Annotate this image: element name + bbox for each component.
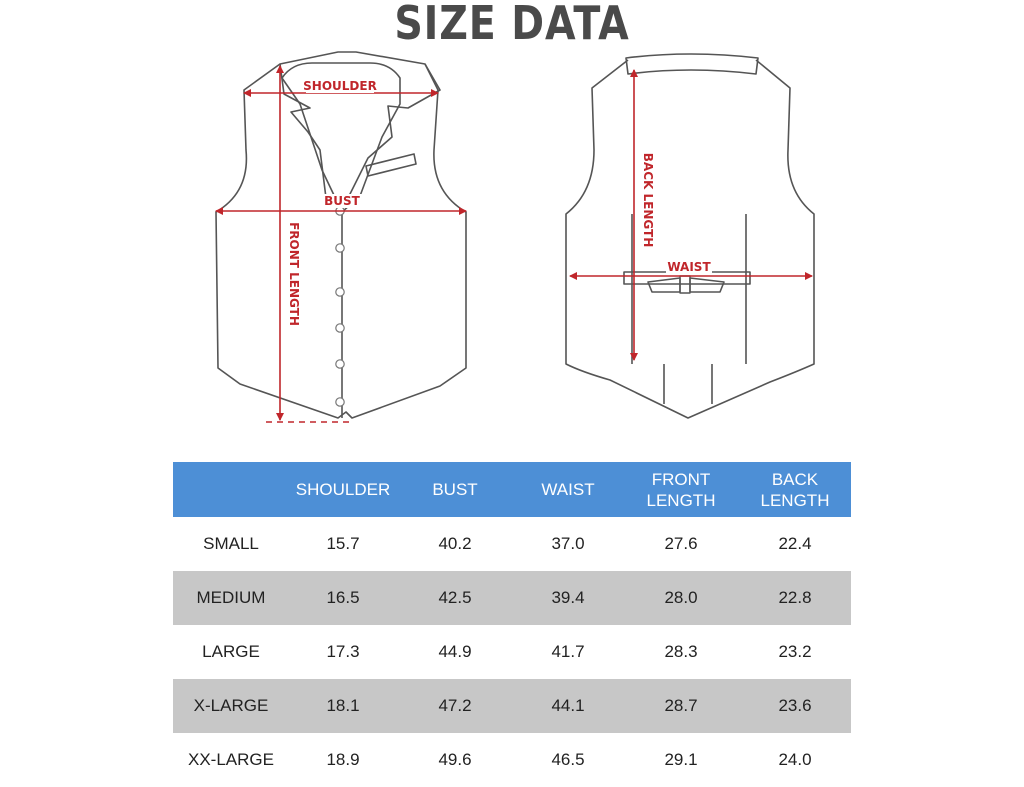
shoulder-value: 16.5 [326, 588, 360, 607]
back-length-value: 23.2 [778, 642, 812, 661]
size-table [173, 462, 851, 787]
bust-value: 47.2 [438, 696, 472, 715]
shoulder-value: 15.7 [326, 534, 360, 553]
back-vest [566, 54, 814, 418]
size-name: MEDIUM [196, 588, 266, 607]
waist-label: WAIST [667, 260, 711, 274]
back-length-value: 22.4 [778, 534, 812, 553]
header-cell-size [173, 462, 289, 517]
bust-value: 44.9 [438, 642, 472, 661]
back-vent [664, 364, 712, 404]
size-name: SMALL [203, 534, 259, 553]
shoulder-value: 18.1 [326, 696, 360, 715]
waist-value: 39.4 [551, 588, 585, 607]
table-row [173, 517, 851, 571]
front-length-value: 29.1 [664, 750, 698, 769]
size-table-header [173, 462, 851, 517]
back-length-value: 22.8 [778, 588, 812, 607]
header-cell-shoulder: SHOULDER [295, 480, 391, 499]
waist-value: 41.7 [551, 642, 585, 661]
front-buttons [336, 207, 344, 406]
bust-value: 42.5 [438, 588, 472, 607]
header-cell-waist: WAIST [541, 480, 595, 499]
front-length-value: 28.3 [664, 642, 698, 661]
shoulder-value: 18.9 [326, 750, 360, 769]
size-name: X-LARGE [193, 696, 269, 715]
waist-value: 37.0 [551, 534, 585, 553]
header-cell-bust: BUST [432, 480, 478, 499]
front-length-value: 28.0 [664, 588, 698, 607]
front-lapel [280, 52, 440, 210]
front-length-value: 28.7 [664, 696, 698, 715]
bust-label: BUST [324, 194, 360, 208]
back-collar [626, 54, 758, 74]
waist-value: 44.1 [551, 696, 585, 715]
back-vest-body [566, 60, 814, 418]
back-measurements [570, 70, 812, 360]
shoulder-label: SHOULDER [303, 79, 377, 93]
page-title: SIZE DATA [394, 0, 630, 50]
back-length-value: 23.6 [778, 696, 812, 715]
table-row [173, 571, 851, 625]
waist-value: 46.5 [551, 750, 585, 769]
bust-value: 40.2 [438, 534, 472, 553]
table-row [173, 625, 851, 679]
table-row [173, 733, 851, 787]
size-name: XX-LARGE [188, 750, 274, 769]
back-belt-strap [648, 278, 724, 292]
size-name: LARGE [202, 642, 260, 661]
front-length-label: FRONT LENGTH [287, 222, 301, 326]
shoulder-value: 17.3 [326, 642, 360, 661]
table-row [173, 679, 851, 733]
header-cell-back-length: BACK LENGTH [760, 469, 830, 510]
front-vest [216, 52, 466, 418]
chest-pocket [366, 154, 416, 176]
header-cell-front-length: FRONT LENGTH [646, 469, 716, 510]
bust-value: 49.6 [438, 750, 472, 769]
back-length-value: 24.0 [778, 750, 812, 769]
front-length-value: 27.6 [664, 534, 698, 553]
back-length-label: BACK LENGTH [641, 152, 655, 248]
